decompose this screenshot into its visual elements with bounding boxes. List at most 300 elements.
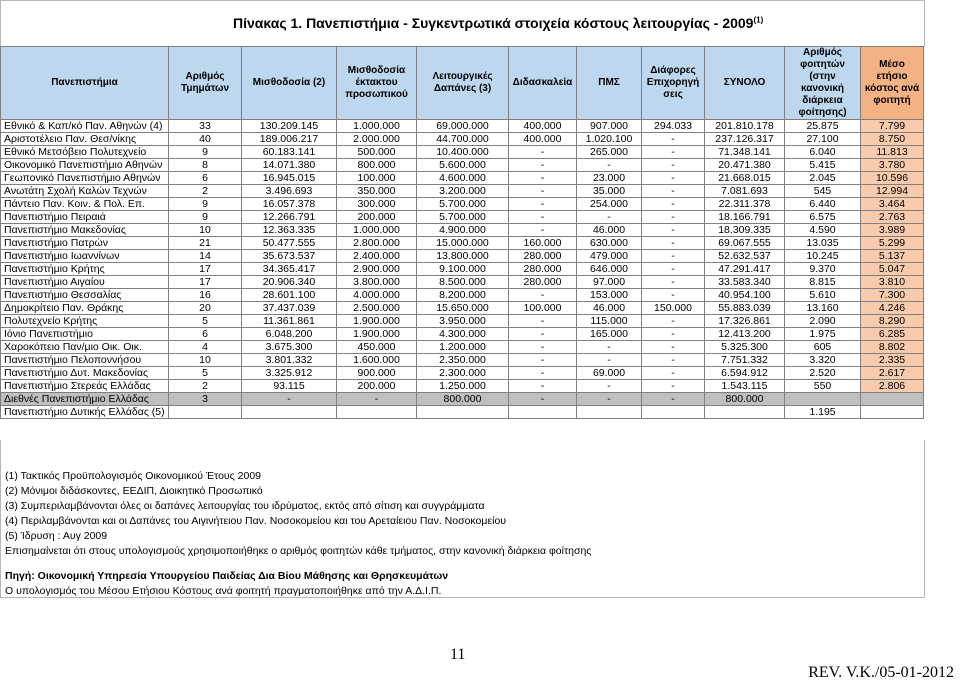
value-cell: -	[642, 250, 705, 263]
header-total: ΣΥΝΟΛΟ	[705, 47, 785, 120]
value-cell: 69.000	[577, 367, 642, 380]
university-name-cell: Πανεπιστήμιο Ιωαννίνων	[1, 250, 169, 263]
value-cell: 13.160	[785, 302, 861, 315]
table-row	[1, 237, 924, 250]
value-cell: 6.594.912	[705, 367, 785, 380]
value-cell: 4.590	[785, 224, 861, 237]
university-name-cell: Χαροκόπειο Παν/μιο Οικ. Οικ.	[1, 341, 169, 354]
value-cell: 2.300.000	[417, 367, 509, 380]
value-cell: 3.989	[861, 224, 924, 237]
university-name-cell: Πανεπιστήμιο Πατρών	[1, 237, 169, 250]
value-cell: 400.000	[509, 133, 577, 146]
value-cell	[169, 406, 242, 419]
cost-table	[0, 46, 924, 419]
value-cell: 4.246	[861, 302, 924, 315]
value-cell: -	[642, 328, 705, 341]
value-cell: 34.365.417	[242, 263, 337, 276]
header-avg-cost: Μέσο ετήσιο κόστος ανά φοιτητή	[861, 47, 924, 120]
value-cell: -	[337, 393, 417, 406]
value-cell: 8.750	[861, 133, 924, 146]
university-name-cell: Οικονομικό Πανεπιστήμιο Αθηνών	[1, 159, 169, 172]
value-cell: -	[642, 263, 705, 276]
value-cell	[861, 393, 924, 406]
value-cell: -	[509, 393, 577, 406]
value-cell: 9.100.000	[417, 263, 509, 276]
value-cell: 44.700.000	[417, 133, 509, 146]
table-row	[1, 276, 924, 289]
university-name-cell: Ανωτάτη Σχολή Καλών Τεχνών	[1, 185, 169, 198]
value-cell: 10	[169, 354, 242, 367]
value-cell: 545	[785, 185, 861, 198]
table-row	[1, 133, 924, 146]
value-cell: 27.100	[785, 133, 861, 146]
value-cell: 153.000	[577, 289, 642, 302]
header-tuition-centers: Διδασκαλεία	[509, 47, 577, 120]
university-name-cell: Γεωπονικό Πανεπιστήμιο Αθηνών	[1, 172, 169, 185]
value-cell: 14	[169, 250, 242, 263]
header-pms: ΠΜΣ	[577, 47, 642, 120]
value-cell: 2.763	[861, 211, 924, 224]
value-cell: 2.806	[861, 380, 924, 393]
value-cell: -	[509, 224, 577, 237]
value-cell: 3.496.693	[242, 185, 337, 198]
value-cell: 201.810.178	[705, 120, 785, 133]
table-row	[1, 289, 924, 302]
table-row	[1, 302, 924, 315]
value-cell: -	[509, 289, 577, 302]
value-cell: 7.081.693	[705, 185, 785, 198]
table-row	[1, 211, 924, 224]
value-cell: 11.361.861	[242, 315, 337, 328]
value-cell: 3.780	[861, 159, 924, 172]
value-cell: 1.543.115	[705, 380, 785, 393]
value-cell: 646.000	[577, 263, 642, 276]
table-row	[1, 393, 924, 406]
university-name-cell: Πανεπιστήμιο Πειραιά	[1, 211, 169, 224]
value-cell: -	[642, 211, 705, 224]
value-cell: 4	[169, 341, 242, 354]
table-row	[1, 328, 924, 341]
value-cell: 52.632.537	[705, 250, 785, 263]
value-cell: 800.000	[705, 393, 785, 406]
value-cell: 20.471.380	[705, 159, 785, 172]
university-name-cell: Εθνικό Μετσόβειο Πολυτεχνείο	[1, 146, 169, 159]
value-cell: 907.000	[577, 120, 642, 133]
value-cell: 1.000.000	[337, 120, 417, 133]
value-cell: 5.700.000	[417, 198, 509, 211]
value-cell: 450.000	[337, 341, 417, 354]
value-cell: -	[577, 393, 642, 406]
value-cell: 20	[169, 302, 242, 315]
table-row	[1, 380, 924, 393]
source-note: Ο υπολογισμός του Μέσου Ετήσιου Κόστους ανά φοιτητή πραγματοποιήθηκε από την Α.Δ.Ι.Π.	[5, 585, 442, 597]
value-cell: 280.000	[509, 263, 577, 276]
value-cell	[337, 406, 417, 419]
value-cell: 8.815	[785, 276, 861, 289]
value-cell: 2.400.000	[337, 250, 417, 263]
revision-label: REV. V.K./05-01-2012	[808, 664, 954, 681]
value-cell: 280.000	[509, 250, 577, 263]
value-cell: 46.000	[577, 302, 642, 315]
value-cell: 10.245	[785, 250, 861, 263]
value-cell: 237.126.317	[705, 133, 785, 146]
university-name-cell: Πανεπιστήμιο Κρήτης	[1, 263, 169, 276]
value-cell: 4.000.000	[337, 289, 417, 302]
value-cell	[642, 406, 705, 419]
value-cell: 12.363.335	[242, 224, 337, 237]
table-row	[1, 263, 924, 276]
value-cell: 2.900.000	[337, 263, 417, 276]
table-row	[1, 172, 924, 185]
value-cell: 5	[169, 367, 242, 380]
value-cell: 17	[169, 263, 242, 276]
value-cell: 3.810	[861, 276, 924, 289]
value-cell: 1.900.000	[337, 315, 417, 328]
value-cell: 2	[169, 185, 242, 198]
table-row	[1, 367, 924, 380]
table-row	[1, 185, 924, 198]
value-cell: 115.000	[577, 315, 642, 328]
header-operating-costs: Λειτουργικές Δαπάνες (3)	[417, 47, 509, 120]
value-cell: 12.994	[861, 185, 924, 198]
value-cell: 69.067.555	[705, 237, 785, 250]
value-cell: 6.048.200	[242, 328, 337, 341]
value-cell: 12.413.200	[705, 328, 785, 341]
value-cell: 3.800.000	[337, 276, 417, 289]
value-cell: 23.000	[577, 172, 642, 185]
value-cell: -	[577, 354, 642, 367]
value-cell: -	[509, 367, 577, 380]
value-cell: 294.033	[642, 120, 705, 133]
value-cell: -	[509, 146, 577, 159]
note-1: (1) Τακτικός Προϋπολογισμός Οικονομικού Έτους 2009	[5, 470, 261, 482]
value-cell: 7.799	[861, 120, 924, 133]
value-cell: 2.520	[785, 367, 861, 380]
value-cell: 60.183.141	[242, 146, 337, 159]
value-cell: 630.000	[577, 237, 642, 250]
value-cell: 40.954.100	[705, 289, 785, 302]
value-cell: 3.200.000	[417, 185, 509, 198]
table-row	[1, 146, 924, 159]
value-cell: 2.335	[861, 354, 924, 367]
value-cell: -	[642, 133, 705, 146]
value-cell: 2.090	[785, 315, 861, 328]
value-cell: -	[509, 328, 577, 341]
value-cell: 9	[169, 211, 242, 224]
value-cell: 1.975	[785, 328, 861, 341]
value-cell: 16.945.015	[242, 172, 337, 185]
value-cell: 5.137	[861, 250, 924, 263]
value-cell: 37.437.039	[242, 302, 337, 315]
value-cell: 9.370	[785, 263, 861, 276]
table-body	[1, 120, 924, 419]
value-cell: -	[509, 341, 577, 354]
university-name-cell: Ιόνιο Πανεπιστήμιο	[1, 328, 169, 341]
value-cell: 50.477.555	[242, 237, 337, 250]
value-cell: 6	[169, 328, 242, 341]
value-cell	[509, 406, 577, 419]
value-cell: -	[509, 354, 577, 367]
value-cell: 9	[169, 146, 242, 159]
value-cell: 8.290	[861, 315, 924, 328]
value-cell: 8.200.000	[417, 289, 509, 302]
value-cell: 7.751.332	[705, 354, 785, 367]
value-cell: 2.800.000	[337, 237, 417, 250]
value-cell: 6.040	[785, 146, 861, 159]
value-cell: -	[577, 341, 642, 354]
value-cell: 33.583.340	[705, 276, 785, 289]
value-cell: -	[509, 185, 577, 198]
value-cell: 5.610	[785, 289, 861, 302]
value-cell	[577, 406, 642, 419]
value-cell: 21	[169, 237, 242, 250]
university-name-cell: Πανεπιστήμιο Μακεδονίας	[1, 224, 169, 237]
value-cell: 800.000	[417, 393, 509, 406]
table-row	[1, 341, 924, 354]
value-cell: -	[642, 289, 705, 302]
value-cell: 10.596	[861, 172, 924, 185]
value-cell: 400.000	[509, 120, 577, 133]
value-cell: -	[642, 185, 705, 198]
university-name-cell: Πανεπιστήμιο Δυτικής Ελλάδας (5)	[1, 406, 169, 419]
value-cell: 1.000.000	[337, 224, 417, 237]
value-cell: 3.320	[785, 354, 861, 367]
value-cell: -	[577, 211, 642, 224]
value-cell: 5	[169, 315, 242, 328]
value-cell: 6.285	[861, 328, 924, 341]
value-cell: -	[509, 211, 577, 224]
value-cell: 189.006.217	[242, 133, 337, 146]
university-name-cell: Πολυτεχνείο Κρήτης	[1, 315, 169, 328]
value-cell: 200.000	[337, 211, 417, 224]
value-cell: 18.166.791	[705, 211, 785, 224]
value-cell: 479.000	[577, 250, 642, 263]
value-cell: 10	[169, 224, 242, 237]
value-cell: 2.350.000	[417, 354, 509, 367]
value-cell: 100.000	[509, 302, 577, 315]
table-row	[1, 198, 924, 211]
value-cell: 254.000	[577, 198, 642, 211]
value-cell: 15.650.000	[417, 302, 509, 315]
value-cell: -	[509, 380, 577, 393]
value-cell: -	[509, 172, 577, 185]
header-row	[1, 47, 924, 120]
value-cell: 20.906.340	[242, 276, 337, 289]
value-cell: 3.464	[861, 198, 924, 211]
value-cell: 15.000.000	[417, 237, 509, 250]
value-cell: 10.400.000	[417, 146, 509, 159]
value-cell: 22.311.378	[705, 198, 785, 211]
value-cell: 1.600.000	[337, 354, 417, 367]
value-cell: 1.900.000	[337, 328, 417, 341]
header-temp-payroll: Μισθοδοσία έκτακτου προσωπικού	[337, 47, 417, 120]
header-students: Αριθμός φοιτητών (στην κανονική διάρκεια φοίτησης)	[785, 47, 861, 120]
value-cell: 2	[169, 380, 242, 393]
value-cell: 4.900.000	[417, 224, 509, 237]
value-cell	[242, 406, 337, 419]
value-cell: 2.500.000	[337, 302, 417, 315]
value-cell: 3	[169, 393, 242, 406]
value-cell: -	[642, 354, 705, 367]
table-row	[1, 406, 924, 419]
value-cell: 8.802	[861, 341, 924, 354]
note-5: (5) Ίδρυση : Αυγ 2009	[5, 530, 108, 542]
value-cell: -	[642, 237, 705, 250]
value-cell: 93.115	[242, 380, 337, 393]
title-bar	[0, 0, 925, 47]
value-cell: -	[642, 276, 705, 289]
university-name-cell: Αριστοτέλειο Παν. Θεσ/νίκης	[1, 133, 169, 146]
value-cell: 16.057.378	[242, 198, 337, 211]
value-cell: 150.000	[642, 302, 705, 315]
value-cell: -	[642, 315, 705, 328]
source-line: Πηγή: Οικονομική Υπηρεσία Υπουργείου Παιδείας Δια Βίου Μάθησης και Θρησκευμάτων	[5, 570, 449, 582]
value-cell: 25.875	[785, 120, 861, 133]
value-cell: 8.500.000	[417, 276, 509, 289]
value-cell: -	[242, 393, 337, 406]
value-cell: -	[642, 393, 705, 406]
university-name-cell: Πανεπιστήμιο Πελοποννήσου	[1, 354, 169, 367]
university-name-cell: Πανεπιστήμιο Στερεάς Ελλάδας	[1, 380, 169, 393]
value-cell: -	[577, 159, 642, 172]
value-cell: 16	[169, 289, 242, 302]
value-cell: 130.209.145	[242, 120, 337, 133]
value-cell: 100.000	[337, 172, 417, 185]
value-cell: -	[642, 198, 705, 211]
value-cell	[785, 393, 861, 406]
notes-section	[0, 440, 925, 598]
header-payroll: Μισθοδοσία (2)	[242, 47, 337, 120]
page-number: 11	[450, 646, 466, 663]
value-cell: 6.575	[785, 211, 861, 224]
value-cell: 12.266.791	[242, 211, 337, 224]
value-cell: 17.326.861	[705, 315, 785, 328]
value-cell: -	[642, 172, 705, 185]
value-cell: 8	[169, 159, 242, 172]
value-cell: -	[642, 224, 705, 237]
value-cell: 5.700.000	[417, 211, 509, 224]
value-cell: 35.673.537	[242, 250, 337, 263]
note-4: (4) Περιλαμβάνονται και οι Δαπάνες του Αιγινήτειου Παν. Νοσοκομείου και του Αρεταίειου Παν. Νοσοκομείου	[5, 515, 507, 527]
value-cell: 900.000	[337, 367, 417, 380]
value-cell	[705, 406, 785, 419]
note-3: (3) Συμπεριλαμβάνονται όλες οι δαπάνες λειτουργίας του ιδρύματος, εκτός από σίτιση και συγγράμματα	[5, 500, 485, 512]
value-cell: 33	[169, 120, 242, 133]
table-row	[1, 354, 924, 367]
value-cell	[861, 406, 924, 419]
value-cell: 46.000	[577, 224, 642, 237]
header-other-grants: Διάφορες Επιχορηγή σεις	[642, 47, 705, 120]
value-cell: 5.325.300	[705, 341, 785, 354]
value-cell: 47.291.417	[705, 263, 785, 276]
value-cell: -	[509, 315, 577, 328]
value-cell: -	[642, 146, 705, 159]
value-cell: 3.801.332	[242, 354, 337, 367]
value-cell: -	[642, 341, 705, 354]
value-cell: 3.675.300	[242, 341, 337, 354]
value-cell: 5.047	[861, 263, 924, 276]
university-name-cell: Πάντειο Παν. Κοιν. & Πολ. Επ.	[1, 198, 169, 211]
value-cell: -	[642, 159, 705, 172]
value-cell	[417, 406, 509, 419]
value-cell: 40	[169, 133, 242, 146]
value-cell: 21.668.015	[705, 172, 785, 185]
value-cell: 14.071.380	[242, 159, 337, 172]
value-cell: 5.415	[785, 159, 861, 172]
university-name-cell: Πανεπιστήμιο Αιγαίου	[1, 276, 169, 289]
value-cell: 17	[169, 276, 242, 289]
value-cell: 1.195	[785, 406, 861, 419]
value-cell: 2.000.000	[337, 133, 417, 146]
university-name-cell: Εθνικό & Καπ/κό Παν. Αθηνών (4)	[1, 120, 169, 133]
value-cell: 18.309.335	[705, 224, 785, 237]
table-row	[1, 159, 924, 172]
value-cell: 55.883.039	[705, 302, 785, 315]
table-row	[1, 224, 924, 237]
value-cell: 13.035	[785, 237, 861, 250]
value-cell: -	[509, 198, 577, 211]
value-cell: 500.000	[337, 146, 417, 159]
value-cell: 1.250.000	[417, 380, 509, 393]
value-cell: -	[509, 159, 577, 172]
value-cell: 13.800.000	[417, 250, 509, 263]
note-2: (2) Μόνιμοι διδάσκοντες, ΕΕΔΙΠ, Διοικητικό Προσωπικό	[5, 485, 263, 497]
table-row	[1, 120, 924, 133]
value-cell: 300.000	[337, 198, 417, 211]
value-cell: 5.299	[861, 237, 924, 250]
value-cell: 350.000	[337, 185, 417, 198]
header-departments: Αριθμός Τμημάτων	[169, 47, 242, 120]
value-cell: 265.000	[577, 146, 642, 159]
value-cell: -	[642, 367, 705, 380]
value-cell: 97.000	[577, 276, 642, 289]
university-name-cell: Δημοκρίτειο Παν. Θράκης	[1, 302, 169, 315]
value-cell: 1.020.100	[577, 133, 642, 146]
value-cell: 1.200.000	[417, 341, 509, 354]
table-row	[1, 315, 924, 328]
value-cell: 280.000	[509, 276, 577, 289]
value-cell: 6.440	[785, 198, 861, 211]
value-cell: 35.000	[577, 185, 642, 198]
value-cell: 800.000	[337, 159, 417, 172]
value-cell: 2.617	[861, 367, 924, 380]
value-cell: 605	[785, 341, 861, 354]
value-cell: 550	[785, 380, 861, 393]
value-cell: 9	[169, 198, 242, 211]
value-cell: 2.045	[785, 172, 861, 185]
value-cell: 4.600.000	[417, 172, 509, 185]
table-row	[1, 250, 924, 263]
value-cell: 4.300.000	[417, 328, 509, 341]
value-cell: 200.000	[337, 380, 417, 393]
header-universities: Πανεπιστήμια	[1, 47, 169, 120]
university-name-cell: Διεθνές Πανεπιστήμιο Ελλάδας	[1, 393, 169, 406]
university-name-cell: Πανεπιστήμιο Θεσσαλίας	[1, 289, 169, 302]
value-cell: 7.300	[861, 289, 924, 302]
value-cell: 71.348.141	[705, 146, 785, 159]
value-cell: 28.601.100	[242, 289, 337, 302]
value-cell: 6	[169, 172, 242, 185]
value-cell: 165.000	[577, 328, 642, 341]
value-cell: 5.600.000	[417, 159, 509, 172]
value-cell: 3.325.912	[242, 367, 337, 380]
value-cell: 11.813	[861, 146, 924, 159]
university-name-cell: Πανεπιστήμιο Δυτ. Μακεδονίας	[1, 367, 169, 380]
value-cell: -	[642, 380, 705, 393]
value-cell: 69.000.000	[417, 120, 509, 133]
value-cell: 3.950.000	[417, 315, 509, 328]
note-6: Επισημαίνεται ότι στους υπολογισμούς χρησιμοποιήθηκε ο αριθμός φοιτητών κάθε τμήματος, στην κανονική διάρκεια φοίτησης	[5, 545, 592, 557]
